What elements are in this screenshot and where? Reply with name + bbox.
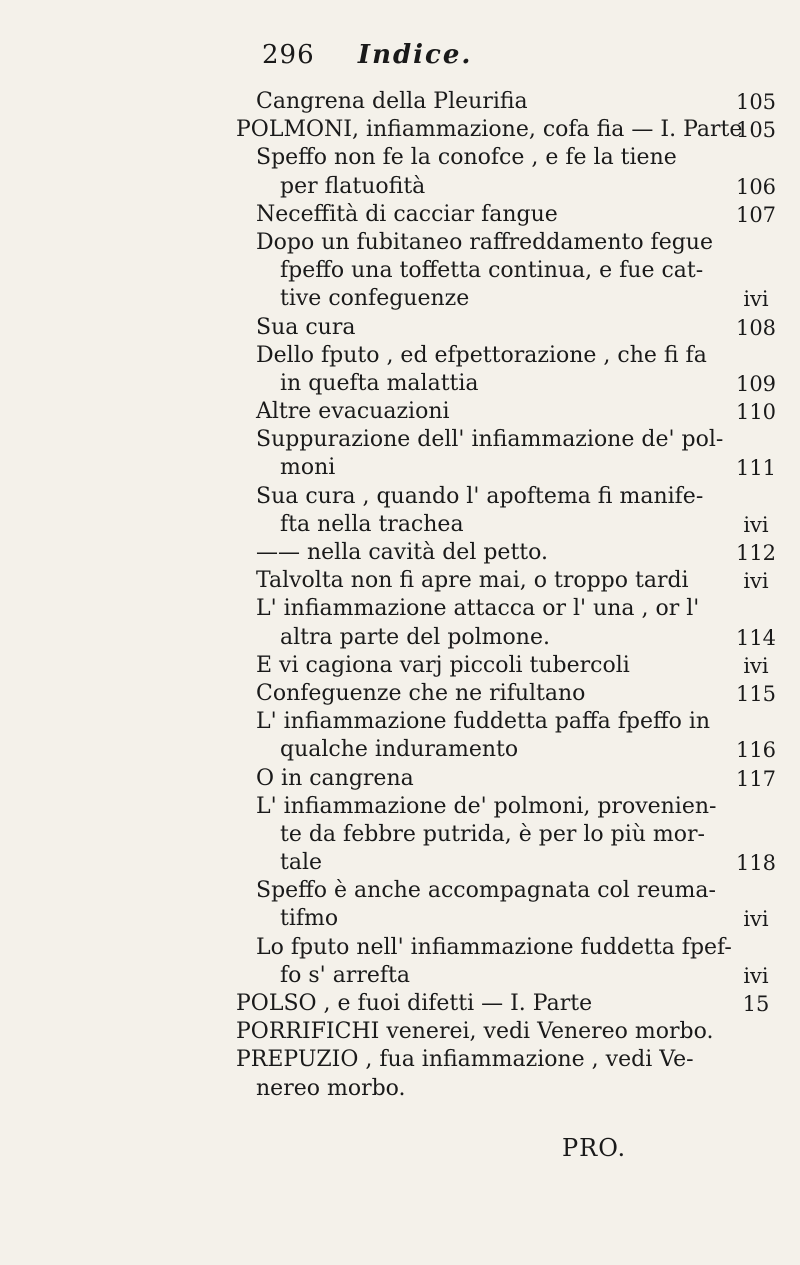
entry-text: in quefta malattia: [280, 370, 479, 396]
page-header: [262, 40, 472, 70]
entry-text: Altre evacuazioni: [256, 399, 450, 425]
entry-page-number: 15: [742, 992, 770, 1016]
entry-page-number: ivi: [743, 569, 769, 594]
entry-text: PREPUZIO , fua infiammazione , vedi Ve-: [236, 1047, 694, 1073]
index-entry: [0, 680, 800, 708]
index-entry: [0, 567, 800, 595]
entry-text: E vi cagiona varj piccoli tubercoli: [256, 652, 630, 678]
index-entry: [0, 962, 800, 990]
entry-text: Talvolta non fi apre mai, o troppo tardi: [256, 568, 689, 594]
index-entry: [0, 342, 800, 370]
entry-page-number: 118: [735, 851, 777, 876]
entry-page-number: ivi: [743, 512, 769, 537]
entry-page-number: ivi: [743, 907, 769, 932]
entry-page-number: ivi: [743, 963, 769, 988]
entry-page-number: 117: [735, 766, 777, 791]
entry-text: L' infiammazione de' polmoni, provenien-: [256, 793, 717, 819]
index-entry: [0, 905, 800, 933]
index-entry: [0, 314, 800, 342]
entry-page-number: 107: [735, 202, 777, 227]
index-entry: [0, 849, 800, 877]
index-entry: [0, 144, 800, 172]
index-entry: [0, 624, 800, 652]
entry-text: tive confeguenze: [280, 286, 470, 312]
entry-text: Dopo un fubitaneo raffreddamento fegue: [256, 229, 713, 255]
entry-page-number: 114: [735, 625, 777, 650]
entry-page-number: 109: [735, 371, 777, 396]
entry-page-number: 110: [735, 400, 777, 425]
entry-text: PORRIFICHI venerei, vedi Venereo morbo.: [236, 1019, 714, 1045]
entry-text: per flatuofità: [280, 173, 426, 199]
page-number: 296: [262, 40, 315, 70]
index-entry: [0, 426, 800, 454]
entry-text: POLSO , e fuoi difetti — I. Parte: [236, 991, 593, 1016]
entry-text: Speffo è anche accompagnata col reuma-: [256, 878, 716, 904]
entry-page-number: 111: [735, 456, 777, 481]
entry-page-number: 106: [735, 174, 777, 199]
index-entry: [0, 821, 800, 849]
catchword: PRO.: [562, 1134, 627, 1162]
index-entry: [0, 483, 800, 511]
entry-text: tale: [280, 850, 323, 876]
entry-text: tifmo: [280, 906, 339, 932]
entry-page-number: ivi: [743, 653, 769, 678]
entry-text: Speffo non fe la conofce , e fe la tiene: [256, 145, 677, 171]
entry-text: L' infiammazione attacca or l' una , or l': [256, 596, 700, 622]
index-entry: [0, 793, 800, 821]
entry-text: POLMONI, infiammazione, cofa fia — I. Parte: [236, 117, 743, 143]
entry-text: Suppurazione dell' infiammazione de' pol-: [256, 427, 724, 453]
entry-page-number: 115: [735, 681, 777, 706]
entry-text: fta nella trachea: [280, 511, 464, 537]
entry-text: Confeguenze che ne rifultano: [256, 680, 586, 706]
entry-page-number: ivi: [743, 287, 769, 312]
index-entry: [0, 1018, 800, 1046]
index-entry: [0, 229, 800, 257]
index-entry: [0, 1075, 800, 1103]
entry-page-number: 105: [735, 118, 777, 143]
entry-text: Lo fputo nell' infiammazione fuddetta fpef-: [256, 934, 732, 960]
index-entry: [0, 934, 800, 962]
entry-page-number: 108: [735, 315, 777, 340]
entry-text: Sua cura , quando l' apoftema fi manife-: [256, 483, 704, 509]
index-entry: [0, 539, 800, 567]
entry-text: Dello fputo , ed efpettorazione , che fi fa: [256, 342, 707, 368]
index-entry: [0, 201, 800, 229]
index-entry: [0, 708, 800, 736]
index-entry: [0, 595, 800, 623]
index-entry: [0, 736, 800, 764]
index-entry: [0, 990, 800, 1018]
entry-text: fpeffo una toffetta continua, e fue cat-: [280, 258, 704, 284]
entry-text: altra parte del polmone.: [280, 624, 550, 650]
entry-text: —— nella cavità del petto.: [256, 540, 548, 565]
entry-text: Neceffità di cacciar fangue: [256, 201, 558, 227]
index-entry: [0, 370, 800, 398]
entry-text: te da febbre putrida, è per lo più mor-: [280, 821, 705, 847]
index-entry: [0, 877, 800, 905]
index-entries: [0, 88, 800, 1103]
index-entry: [0, 398, 800, 426]
entry-text: Sua cura: [256, 314, 356, 340]
index-entry: [0, 173, 800, 201]
page-title: Indice.: [357, 40, 473, 70]
index-entry: [0, 1046, 800, 1074]
index-entry: [0, 511, 800, 539]
entry-text: fo s' arrefta: [280, 962, 410, 988]
index-entry: [0, 88, 800, 116]
entry-page-number: 105: [735, 90, 777, 114]
entry-page-number: 112: [735, 541, 777, 565]
entry-text: nereo morbo.: [256, 1075, 406, 1101]
index-entry: [0, 765, 800, 793]
index-entry: [0, 116, 800, 144]
entry-text: Cangrena della Pleurifia: [256, 89, 528, 114]
index-entry: [0, 454, 800, 482]
entry-text: O in cangrena: [256, 765, 414, 791]
entry-text: L' infiammazione fuddetta paffa fpeffo in: [256, 709, 711, 735]
entry-text: qualche induramento: [280, 737, 519, 763]
entry-text: moni: [280, 455, 336, 481]
entry-page-number: 116: [735, 738, 777, 763]
index-entry: [0, 652, 800, 680]
index-entry: [0, 257, 800, 285]
index-entry: [0, 285, 800, 313]
